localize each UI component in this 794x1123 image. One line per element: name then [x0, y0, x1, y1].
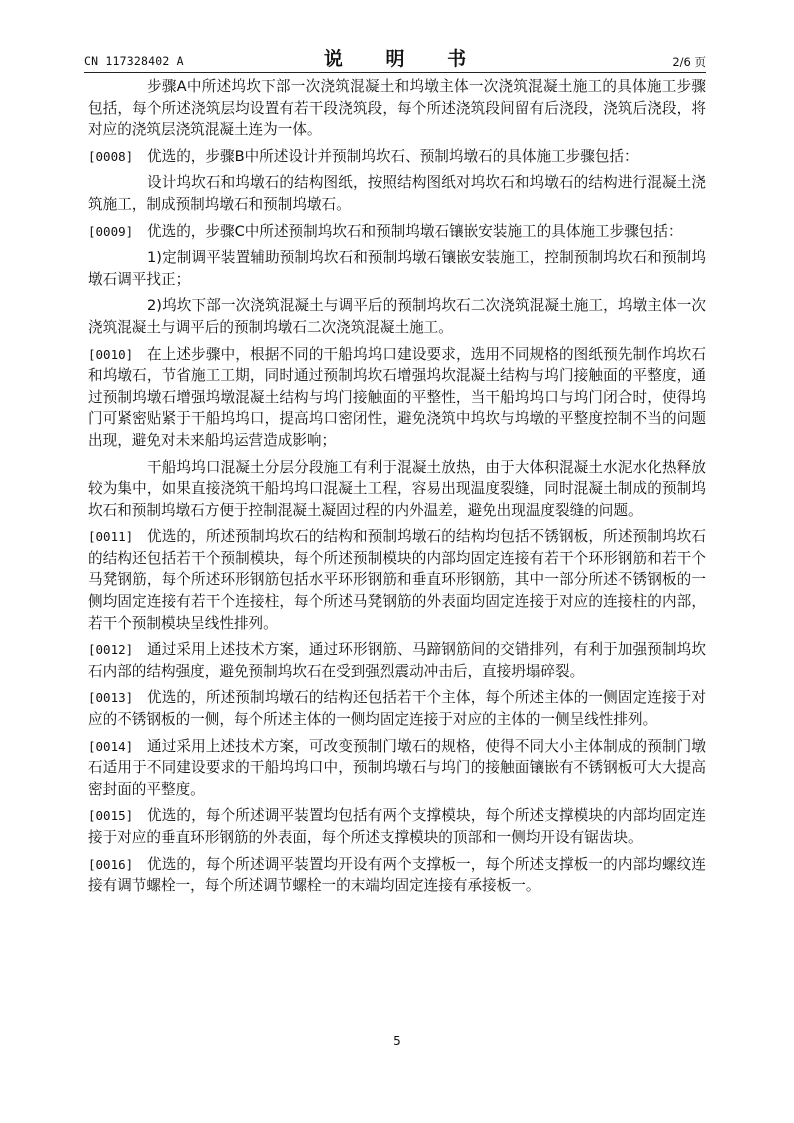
paragraph: [88, 639, 706, 682]
paragraph: [88, 687, 706, 730]
paragraph: [88, 805, 706, 848]
paragraph: [88, 295, 706, 338]
header-divider: [84, 72, 706, 73]
paragraph-text: 通过采用上述技术方案，可改变预制门墩石的规格，使得不同大小主体制成的预制门墩石适用于不同建设要求的干船坞坞口中，预制坞墩石与坞门的接触面镶嵌有不锈钢板可大大提高密封面的平整度。: [88, 737, 706, 798]
paragraph-number: [0010]: [88, 346, 134, 362]
document-body: [88, 76, 706, 902]
page-count: 2/6 页: [672, 55, 706, 69]
paragraph: [88, 526, 706, 634]
paragraph: [88, 146, 706, 168]
paragraph-text: 在上述步骤中，根据不同的干船坞坞口建设要求，选用不同规格的图纸预先制作坞坎石和坞墩石，节省施工工期，同时通过预制坞坎石增强坞坎混凝土结构与坞门接触面的平整度，通过预制坞墩石增强坞墩混凝土结构与坞门接触面的平整性，当干船坞坞口与坞门闭合时，使得坞门可紧密贴紧于干船坞坞口，提高坞口密闭性，避免浇筑中坞坎与坞墩的平整度控制不当的问题出现，避免对未来船坞运营造成影响；: [88, 345, 706, 449]
paragraph: [88, 76, 706, 141]
paragraph: [88, 221, 706, 243]
paragraph: [88, 172, 706, 215]
paragraph-text: 优选的，步骤B中所述设计并预制坞坎石、预制坞墩石的具体施工步骤包括：: [147, 147, 639, 165]
paragraph-text: 优选的，所述预制坞坎石的结构和预制坞墩石的结构均包括不锈钢板，所述预制坞坎石的结构还包括若干个预制模块，每个所述预制模块的内部均固定连接有若干个环形钢筋和若干个马凳钢筋，每个所述环形钢筋包括水平环形钢筋和垂直环形钢筋，其中一部分所述不锈钢板的一侧均固定连接有若干个连接柱，每个所述马凳钢筋的外表面均固定连接于对应的连接柱的内部，若干个预制模块呈线性排列。: [88, 528, 706, 632]
paragraph-number: [0009]: [88, 223, 134, 239]
paragraph-text: 1)定制调平装置辅助预制坞坎石和预制坞墩石镶嵌安装施工，控制预制坞坎石和预制坞墩石调平找正；: [88, 249, 706, 288]
paragraph: [88, 247, 706, 290]
paragraph: [88, 854, 706, 897]
paragraph: [88, 736, 706, 801]
paragraph-text: 干船坞坞口混凝土分层分段施工有利于混凝土放热，由于大体积混凝土水泥水化热释放较为集中，如果直接浇筑干船坞坞口混凝土工程，容易出现温度裂缝，同时混凝土制成的预制坞坎石和预制坞墩石方便于控制混凝土凝固过程的内外温差，避免出现温度裂缝的问题。: [88, 458, 706, 519]
paragraph-text: 通过采用上述技术方案，通过环形钢筋、马蹄钢筋间的交错排列，有利于加强预制坞坎石内部的结构强度，避免预制坞坎石在受到强烈震动冲击后，直接坍塌碎裂。: [88, 641, 706, 680]
paragraph-number: [0011]: [88, 529, 134, 545]
paragraph-text: 优选的，每个所述调平装置均开设有两个支撑板一，每个所述支撑板一的内部均螺纹连接有调节螺栓一，每个所述调节螺栓一的末端均固定连接有承接板一。: [88, 855, 706, 895]
page-number: 5: [393, 1034, 401, 1048]
paragraph-number: [0012]: [88, 642, 134, 658]
paragraph-number: [0013]: [88, 690, 134, 706]
paragraph-number: [0014]: [88, 738, 134, 754]
patent-number: CN 117328402 A: [84, 54, 184, 68]
paragraph-number: [0016]: [88, 856, 134, 872]
paragraph-text: 优选的，所述预制坞墩石的结构还包括若干个主体，每个所述主体的一侧固定连接于对应的不锈钢板的一侧，每个所述主体的一侧均固定连接于对应的主体的一侧呈线性排列。: [88, 689, 706, 729]
page-header: [84, 44, 706, 74]
paragraph-text: 优选的，步骤C中所述预制坞坎石和预制坞墩石镶嵌安装施工的具体施工步骤包括：: [147, 222, 683, 240]
paragraph-text: 优选的，每个所述调平装置均包括有两个支撑模块，每个所述支撑模块的内部均固定连接于对应的垂直环形钢筋的外表面，每个所述支撑模块的顶部和一侧均开设有锯齿块。: [88, 807, 706, 846]
paragraph-text: 2)坞坎下部一次浇筑混凝土与调平后的预制坞坎石二次浇筑混凝土施工，坞墩主体一次浇筑混凝土与调平后的预制坞墩石二次浇筑混凝土施工。: [88, 297, 706, 336]
paragraph: [88, 344, 706, 452]
paragraph-number: [0015]: [88, 808, 134, 824]
paragraph-text: 步骤A中所述坞坎下部一次浇筑混凝土和坞墩主体一次浇筑混凝土施工的具体施工步骤包括，每个所述浇筑层均设置有若干段浇筑段，每个所述浇筑段间留有后浇段，浇筑后浇段，将对应的浇筑层浇筑混凝土连为一体。: [88, 78, 706, 139]
paragraph-text: 设计坞坎石和坞墩石的结构图纸，按照结构图纸对坞坎石和坞墩石的结构进行混凝土浇筑施工，制成预制坞墩石和预制坞墩石。: [88, 174, 706, 213]
paragraph-number: [0008]: [88, 148, 134, 164]
paragraph: [88, 457, 706, 522]
page-title: 说 明 书: [323, 48, 485, 70]
